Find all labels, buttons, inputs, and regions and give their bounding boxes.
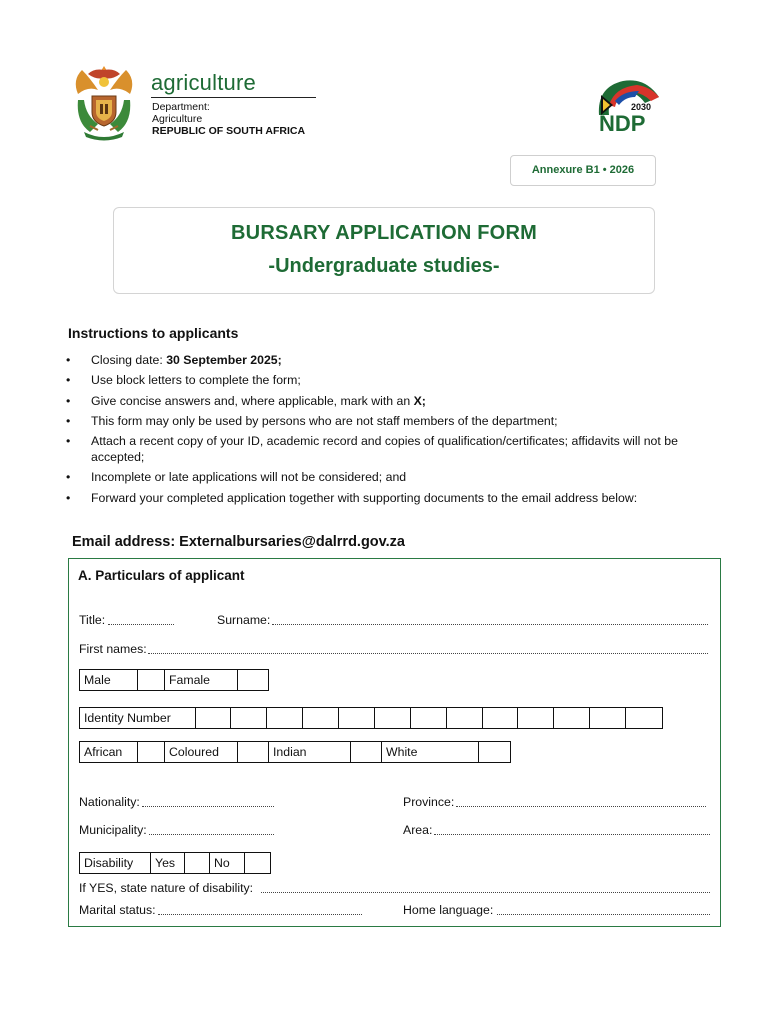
instruction-item: • Give concise answers and, where applicable, mark with an X; [66, 393, 426, 408]
instruction-item: • Closing date: 30 September 2025; [66, 353, 282, 367]
marital-status-label: Marital status: [79, 903, 156, 917]
form-title-box [113, 207, 655, 294]
department-sublabel: Agriculture [152, 113, 203, 125]
marital-status-field[interactable] [158, 914, 362, 915]
id-digit-box[interactable] [483, 708, 519, 728]
identity-number-grid [79, 707, 663, 729]
home-language-field[interactable] [497, 914, 710, 915]
surname-label: Surname: [217, 613, 271, 627]
province-label: Province: [403, 795, 455, 809]
race-african-checkbox[interactable] [138, 742, 165, 762]
email-address-line: Email address: Externalbursaries@dalrrd.gov.za [72, 534, 405, 550]
id-digit-box[interactable] [518, 708, 554, 728]
municipality-field[interactable] [149, 834, 274, 835]
race-grid [79, 741, 511, 763]
form-subtitle: -Undergraduate studies- [268, 255, 500, 277]
bullet-icon: • [66, 373, 71, 388]
area-label: Area: [403, 823, 433, 837]
department-name: agriculture [151, 70, 256, 95]
race-coloured-label: Coloured [165, 742, 238, 762]
gender-grid [79, 669, 269, 691]
home-language-label: Home language: [403, 903, 494, 917]
instruction-item: • This form may only be used by persons who are not staff members of the department; [66, 413, 558, 428]
instruction-item: • Use block letters to complete the form; [66, 373, 301, 388]
id-digit-box[interactable] [303, 708, 339, 728]
bullet-icon: • [66, 470, 71, 485]
disability-nature-field[interactable] [261, 892, 710, 893]
title-label: Title: [79, 613, 106, 627]
id-digit-box[interactable] [590, 708, 626, 728]
race-white-checkbox[interactable] [479, 742, 510, 762]
title-field[interactable] [108, 624, 174, 625]
first-names-field[interactable] [148, 653, 708, 654]
id-digit-box[interactable] [267, 708, 303, 728]
gender-male-checkbox[interactable] [138, 670, 165, 690]
area-field[interactable] [434, 834, 710, 835]
id-digit-box[interactable] [626, 708, 662, 728]
department-label: Department: [152, 101, 210, 113]
surname-field[interactable] [272, 624, 708, 625]
coat-of-arms-logo [68, 60, 140, 144]
ndp-2030-logo [593, 75, 663, 137]
id-digit-box[interactable] [554, 708, 590, 728]
ndp-label: NDP [599, 111, 646, 136]
disability-no-checkbox[interactable] [245, 853, 270, 873]
id-digit-box[interactable] [375, 708, 411, 728]
race-coloured-checkbox[interactable] [238, 742, 269, 762]
disability-yes-label: Yes [151, 853, 185, 873]
nationality-field[interactable] [142, 806, 274, 807]
header-divider [151, 97, 316, 98]
disability-label: Disability [80, 853, 151, 873]
province-field[interactable] [456, 806, 706, 807]
form-title: BURSARY APPLICATION FORM [231, 222, 537, 244]
race-white-label: White [382, 742, 479, 762]
id-digit-box[interactable] [339, 708, 375, 728]
bullet-icon: • [66, 413, 71, 428]
instruction-item: • Incomplete or late applications will not be considered; and [66, 470, 407, 485]
id-digit-box[interactable] [196, 708, 232, 728]
bullet-icon: • [66, 353, 71, 367]
section-a-heading: A. Particulars of applicant [78, 568, 245, 583]
id-digit-box[interactable] [231, 708, 267, 728]
instruction-item: • Forward your completed application together with supporting documents to the email address below: [66, 490, 638, 505]
disability-no-label: No [210, 853, 245, 873]
ndp-year-label: 2030 [631, 102, 652, 112]
municipality-label: Municipality: [79, 823, 147, 837]
annexure-badge: Annexure B1 • 2026 [510, 155, 656, 186]
race-indian-checkbox[interactable] [351, 742, 382, 762]
nationality-label: Nationality: [79, 795, 140, 809]
instruction-item: • Attach a recent copy of your ID, academic record and copies of qualification/certificates; affidavits will not be accepted; [66, 434, 678, 465]
race-indian-label: Indian [269, 742, 351, 762]
country-label: REPUBLIC OF SOUTH AFRICA [152, 125, 306, 137]
bullet-icon: • [66, 490, 71, 505]
race-african-label: African [80, 742, 138, 762]
bullet-icon: • [66, 393, 71, 408]
instructions-list [66, 352, 716, 510]
first-names-label: First names: [79, 642, 147, 656]
gender-female-label: Famale [165, 670, 238, 690]
instructions-heading: Instructions to applicants [68, 325, 239, 341]
id-digit-box[interactable] [411, 708, 447, 728]
disability-grid [79, 852, 271, 874]
disability-yes-checkbox[interactable] [185, 853, 210, 873]
gender-male-label: Male [80, 670, 138, 690]
disability-nature-label: If YES, state nature of disability: [79, 881, 254, 895]
id-digit-box[interactable] [447, 708, 483, 728]
identity-number-label: Identity Number [80, 708, 196, 728]
bullet-icon: • [66, 434, 71, 449]
gender-female-checkbox[interactable] [238, 670, 268, 690]
